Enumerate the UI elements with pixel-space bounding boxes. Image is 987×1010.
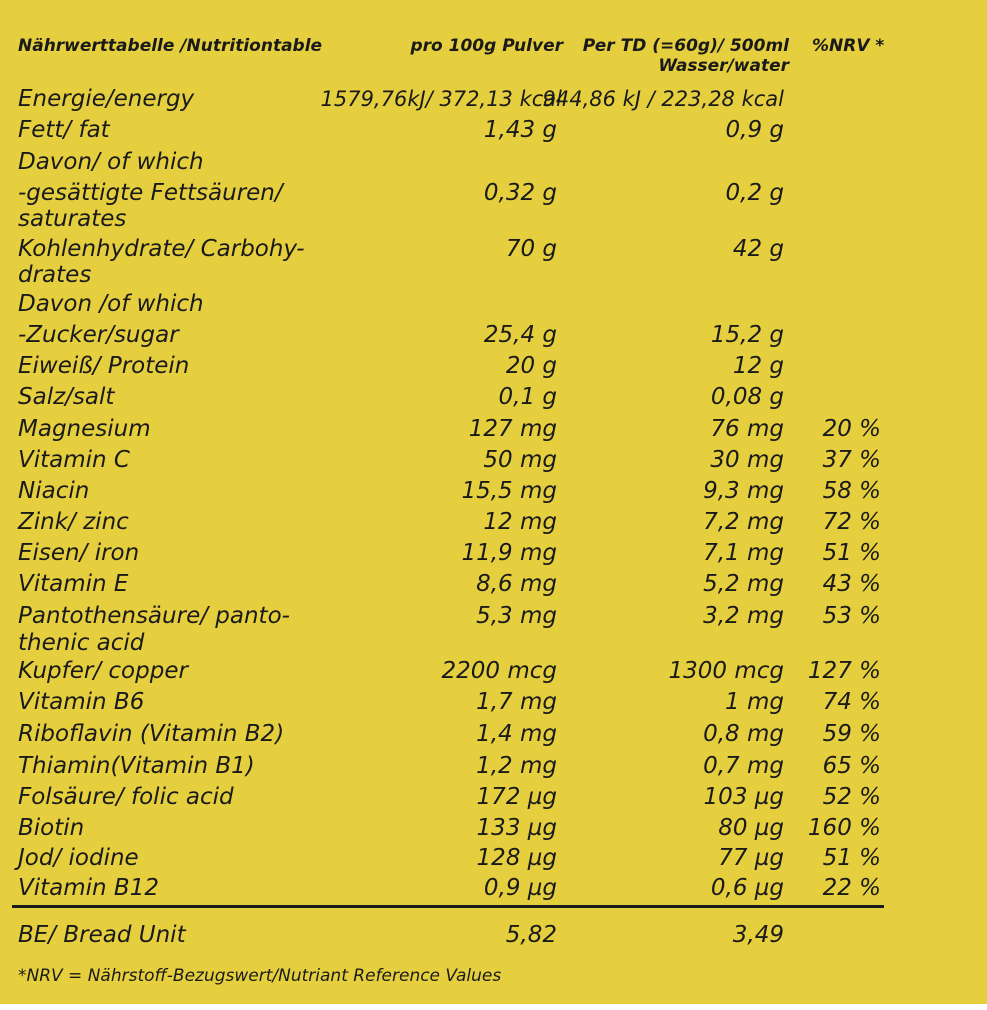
value-per-serving: 12 g: [732, 353, 784, 379]
nutrient-name: Jod/ iodine: [18, 845, 139, 871]
column-header-per-serving: [583, 36, 789, 76]
value-per-100g: 8,6 mg: [476, 571, 557, 597]
value-per-100g: 133 µg: [476, 815, 557, 841]
nutrient-name: Pantothensäure/ panto-: [18, 603, 290, 629]
value-per-serving: 0,2 g: [725, 180, 784, 206]
nutrient-name: Davon/ of which: [18, 149, 204, 175]
value-per-100g: 1579,76kJ/ 372,13 kcal: [320, 87, 562, 111]
value-per-100g: 20 g: [505, 353, 557, 379]
footnote: *NRV = Nährstoff-Bezugswert/Nutriant Reference Values: [18, 966, 502, 986]
value-per-serving: 0,08 g: [710, 384, 784, 410]
nutrient-name: Kohlenhydrate/ Carbohy-: [18, 236, 305, 262]
value-per-serving: 30 mg: [710, 447, 784, 473]
value-nrv: 20 %: [822, 416, 881, 442]
value-per-serving: 0,6 µg: [710, 875, 784, 901]
nutrient-name: Magnesium: [18, 416, 151, 442]
value-per-100g: 5,82: [505, 922, 557, 948]
table-row: [0, 355, 987, 386]
value-per-serving: 80 µg: [718, 815, 784, 841]
value-per-serving: 15,2 g: [710, 322, 784, 348]
table-row: [0, 386, 987, 417]
table-row-bread-unit: [0, 924, 987, 955]
nutrient-name-continued: drates: [18, 262, 92, 288]
table-row: [0, 119, 987, 150]
value-nrv: 53 %: [822, 603, 881, 629]
value-nrv: 59 %: [822, 721, 881, 747]
nutrient-name-continued: thenic acid: [18, 630, 145, 656]
value-nrv: 37 %: [822, 447, 881, 473]
value-per-serving: 103 µg: [703, 784, 784, 810]
column-header-per-serving-line1: Per TD (=60g)/ 500ml: [582, 36, 789, 56]
value-per-serving: 5,2 mg: [703, 571, 784, 597]
value-nrv: 58 %: [822, 478, 881, 504]
table-row: [0, 293, 987, 324]
table-row: [0, 847, 987, 878]
value-nrv: 160 %: [807, 815, 881, 841]
value-per-100g: 25,4 g: [483, 322, 557, 348]
nutrient-name: Eiweiß/ Protein: [18, 353, 190, 379]
nutrient-name: Salz/salt: [18, 384, 115, 410]
table-title: Nährwerttabelle /Nutritiontable: [18, 36, 323, 56]
nutrient-name: Thiamin(Vitamin B1): [18, 753, 255, 779]
value-per-100g: 5,3 mg: [476, 603, 557, 629]
value-per-100g: 70 g: [505, 236, 557, 262]
value-nrv: 51 %: [822, 845, 881, 871]
value-nrv: 43 %: [822, 571, 881, 597]
nutrient-name: Vitamin C: [18, 447, 130, 473]
value-per-100g: 15,5 mg: [461, 478, 557, 504]
nutrient-name: Eisen/ iron: [18, 540, 140, 566]
nutrient-name: Kupfer/ copper: [18, 658, 188, 684]
value-per-100g: 2200 mcg: [441, 658, 557, 684]
column-header-per-serving-line2: Wasser/water: [658, 56, 789, 76]
value-per-100g: 1,43 g: [483, 117, 557, 143]
value-nrv: 127 %: [807, 658, 881, 684]
table-row: [0, 542, 987, 573]
nutrient-name: Vitamin B12: [18, 875, 159, 901]
value-nrv: 65 %: [822, 753, 881, 779]
value-per-serving: 1300 mcg: [668, 658, 784, 684]
value-per-serving: 1 mg: [725, 689, 784, 715]
value-per-100g: 1,7 mg: [476, 689, 557, 715]
value-per-serving: 0,8 mg: [703, 721, 784, 747]
nutrient-name: Zink/ zinc: [18, 509, 129, 535]
table-row: [0, 817, 987, 848]
value-per-100g: 127 mg: [468, 416, 557, 442]
divider: [12, 905, 884, 908]
table-row: [0, 573, 987, 604]
value-per-serving: 9,3 mg: [703, 478, 784, 504]
nutrient-name: Energie/energy: [18, 86, 195, 112]
value-per-100g: 172 µg: [476, 784, 557, 810]
table-row: [0, 324, 987, 355]
value-per-serving: 3,2 mg: [703, 603, 784, 629]
table-row: [0, 511, 987, 542]
value-per-100g: 50 mg: [483, 447, 557, 473]
table-row: [0, 449, 987, 480]
value-per-100g: 12 mg: [483, 509, 557, 535]
table-row: [0, 786, 987, 817]
table-row: [0, 660, 987, 691]
nutrient-name: Folsäure/ folic acid: [18, 784, 234, 810]
value-nrv: 22 %: [822, 875, 881, 901]
value-per-serving: 0,7 mg: [703, 753, 784, 779]
value-per-serving: 76 mg: [710, 416, 784, 442]
value-per-100g: 0,32 g: [483, 180, 557, 206]
value-nrv: 72 %: [822, 509, 881, 535]
nutrient-name: Davon /of which: [18, 291, 204, 317]
value-per-100g: 1,4 mg: [476, 721, 557, 747]
nutrient-name: Vitamin E: [18, 571, 129, 597]
table-row: [0, 691, 987, 722]
table-row: [0, 182, 987, 213]
table-row: [0, 238, 987, 269]
nutrient-name: Fett/ fat: [18, 117, 110, 143]
value-per-100g: 0,9 µg: [483, 875, 557, 901]
table-row-energy: [0, 88, 987, 119]
value-per-serving: 944,86 kJ / 223,28 kcal: [542, 87, 784, 111]
nutrient-name: Niacin: [18, 478, 90, 504]
nutrient-name-continued: saturates: [18, 206, 127, 232]
nutrient-name: BE/ Bread Unit: [18, 922, 186, 948]
table-row: [0, 480, 987, 511]
value-per-serving: 0,9 g: [725, 117, 784, 143]
value-per-100g: 0,1 g: [498, 384, 557, 410]
table-row: [0, 877, 987, 908]
table-row: [0, 151, 987, 182]
table-row: [0, 605, 987, 636]
nutrient-name: Biotin: [18, 815, 85, 841]
value-per-serving: 77 µg: [718, 845, 784, 871]
table-row: [0, 723, 987, 754]
value-per-serving: 42 g: [732, 236, 784, 262]
table-row: [0, 418, 987, 449]
column-header-nrv: %NRV *: [812, 36, 885, 56]
value-per-100g: 128 µg: [476, 845, 557, 871]
value-nrv: 52 %: [822, 784, 881, 810]
value-per-100g: 11,9 mg: [461, 540, 557, 566]
value-per-serving: 7,1 mg: [703, 540, 784, 566]
nutrient-name: -gesättigte Fettsäuren/: [18, 180, 283, 206]
table-row: [0, 755, 987, 786]
column-header-per-100g: pro 100g Pulver: [410, 36, 563, 56]
value-per-serving: 7,2 mg: [703, 509, 784, 535]
nutrient-name: Vitamin B6: [18, 689, 145, 715]
value-per-100g: 1,2 mg: [476, 753, 557, 779]
value-nrv: 51 %: [822, 540, 881, 566]
value-per-serving: 3,49: [732, 922, 784, 948]
nutrient-name: Riboflavin (Vitamin B2): [18, 721, 285, 747]
value-nrv: 74 %: [822, 689, 881, 715]
nutrient-name: -Zucker/sugar: [18, 322, 179, 348]
